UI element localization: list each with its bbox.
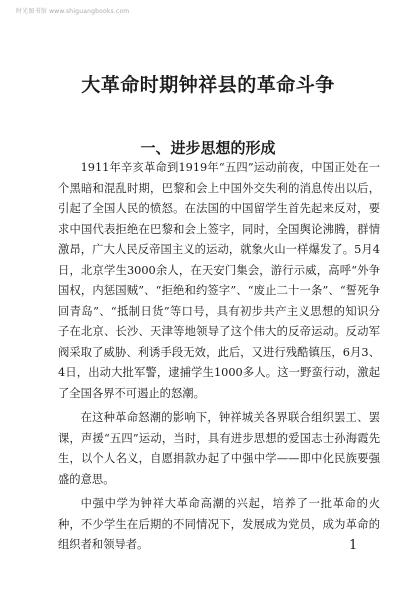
- paragraph: 在这种革命怒潮的影响下，钟祥城关各界联合组织罢工、罢课，声援“五四”运动，当时，具有进步思想的爱国志士孙海霞先生，以个人名义，自愿捐款办起了中强中学——即中化民族要强盛的意思。: [58, 411, 380, 486]
- paragraph: 1911年辛亥革命到1919年“五四”运动前夜，中国正处在一个黑暗和混乱时期，巴黎和会上中国外交失利的消息传出以后，引起了全国人民的愤怒。在法国的中国留学生首先起来反对，要求中国代表拒绝在巴黎和会上签字，同时，全国舆论沸腾，群情激昂，广大人民反帝国主义的运动，就象火山一样爆发了。5月4日，北京学生3000余人，在天安门集会，游行示威，高呼“外争国权，内惩国贼”、“拒绝和约签字”、“废止二十一条”、“誓死争回青岛”、“抵制日货”等口号，具有初步共产主义思想的知识分子在北京、长沙、天津等地领导了这个伟大的反帝运动。反动军阀采取了威胁、利诱手段无效，此后，又进行残酷镇压，6月3、4日，出动大批军警，逮捕学生1000多人。这一野蛮行动，激起了全国各界不可遏止的怒潮。: [58, 161, 380, 400]
- section-title: 一、进步思想的形成: [140, 139, 276, 157]
- watermark: 时光图书馆 www.shiguangbooks.com: [16, 8, 130, 15]
- body-text: [58, 158, 380, 556]
- paragraph: 中强中学为钟祥大革命高潮的兴起，培养了一批革命的火种，不少学生在后期的不同情况下，发展成为党员，成为革命的组织者和领导者。: [58, 497, 380, 551]
- page-number: 1: [349, 538, 358, 553]
- page-title: 大革命时期钟祥县的革命斗争: [81, 74, 335, 96]
